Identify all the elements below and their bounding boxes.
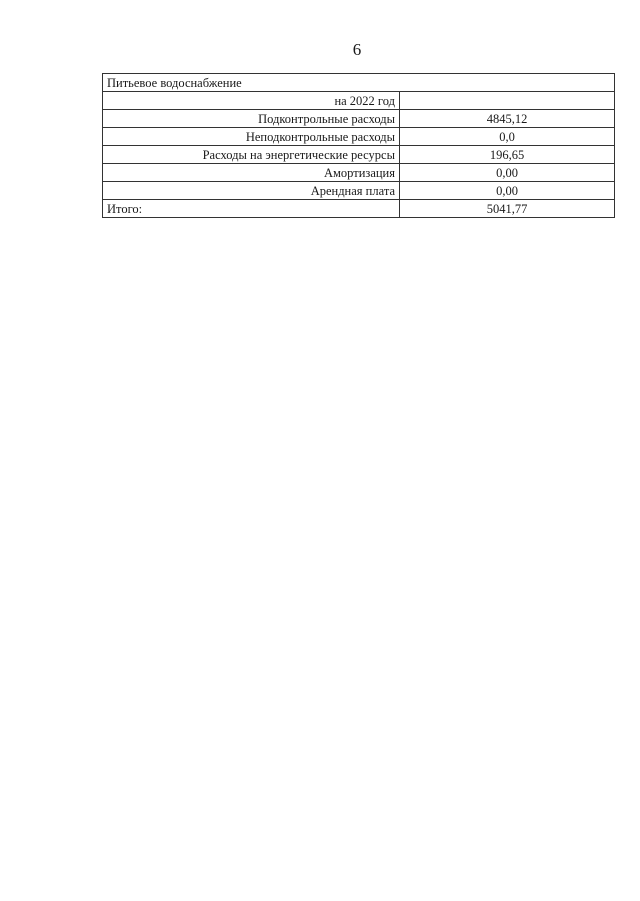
- table-title-row: [103, 74, 615, 92]
- table-row: [103, 128, 615, 146]
- row-label: Арендная плата: [103, 182, 400, 200]
- row-label: Расходы на энергетические ресурсы: [103, 146, 400, 164]
- period-value-empty: [400, 92, 615, 110]
- row-value: 0,00: [400, 182, 615, 200]
- table-period-row: [103, 92, 615, 110]
- page-number: 6: [352, 40, 362, 59]
- expense-table: [102, 73, 615, 218]
- row-label: Амортизация: [103, 164, 400, 182]
- row-label: Подконтрольные расходы: [103, 110, 400, 128]
- table-row: [103, 110, 615, 128]
- row-value: 4845,12: [400, 110, 615, 128]
- period-label: на 2022 год: [103, 92, 400, 110]
- row-value: 0,0: [400, 128, 615, 146]
- section-title: Питьевое водоснабжение: [103, 74, 615, 92]
- total-value: 5041,77: [400, 200, 615, 218]
- table-row: [103, 164, 615, 182]
- row-value: 0,00: [400, 164, 615, 182]
- total-label: Итого:: [103, 200, 400, 218]
- table-total-row: [103, 200, 615, 218]
- row-value: 196,65: [400, 146, 615, 164]
- row-label: Неподконтрольные расходы: [103, 128, 400, 146]
- table-row: [103, 146, 615, 164]
- table-row: [103, 182, 615, 200]
